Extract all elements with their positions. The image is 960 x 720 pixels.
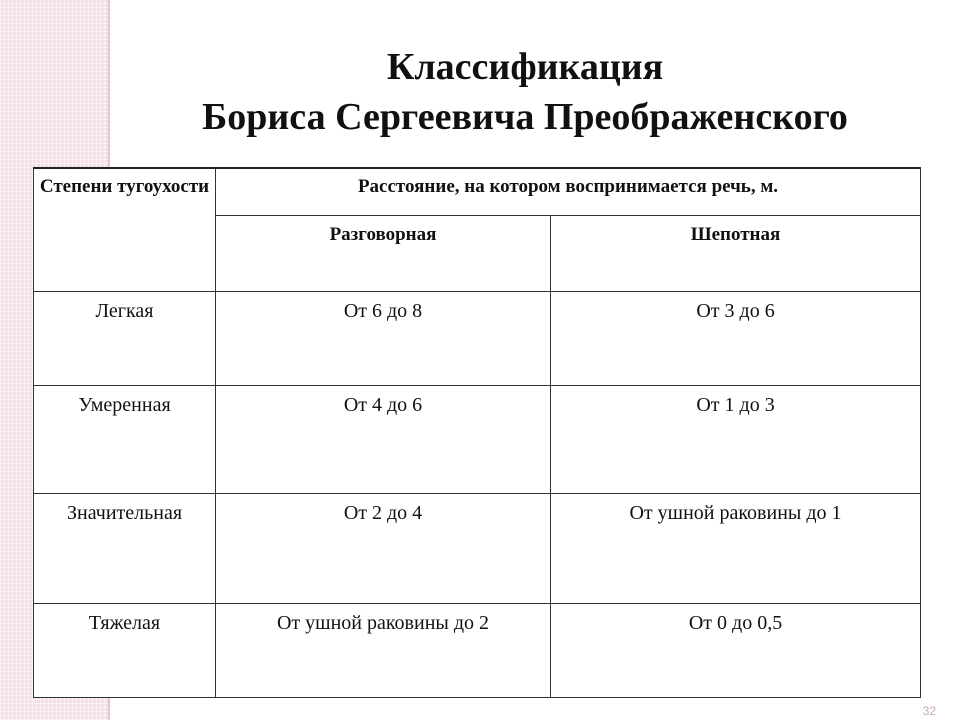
whisper-cell: От ушной раковины до 1	[551, 494, 921, 604]
conversational-cell: От 4 до 6	[216, 386, 551, 494]
subheader-conversational: Разговорная	[216, 216, 551, 292]
whisper-cell: От 1 до 3	[551, 386, 921, 494]
table-row	[34, 386, 921, 494]
title-line-1: Классификация	[386, 46, 664, 88]
title-line-2: Бориса Сергеевича Преображенского	[202, 96, 848, 138]
whisper-cell: От 3 до 6	[551, 292, 921, 386]
whisper-cell: От 0 до 0,5	[551, 604, 921, 698]
conversational-cell: От 6 до 8	[216, 292, 551, 386]
hearing-loss-classification-table	[33, 167, 921, 698]
conversational-cell: От 2 до 4	[216, 494, 551, 604]
degree-cell: Умеренная	[34, 386, 216, 494]
conversational-cell: От ушной раковины до 2	[216, 604, 551, 698]
degree-cell: Значительная	[34, 494, 216, 604]
degree-cell: Легкая	[34, 292, 216, 386]
header-degree: Степени тугоухости	[34, 168, 216, 292]
table-row	[34, 494, 921, 604]
table-row	[34, 604, 921, 698]
header-distance: Расстояние, на котором воспринимается речь, м.	[216, 168, 921, 216]
table-row	[34, 292, 921, 386]
degree-cell: Тяжелая	[34, 604, 216, 698]
subheader-whisper: Шепотная	[551, 216, 921, 292]
table-top-rule	[33, 167, 920, 169]
slide-number: 32	[922, 704, 936, 718]
